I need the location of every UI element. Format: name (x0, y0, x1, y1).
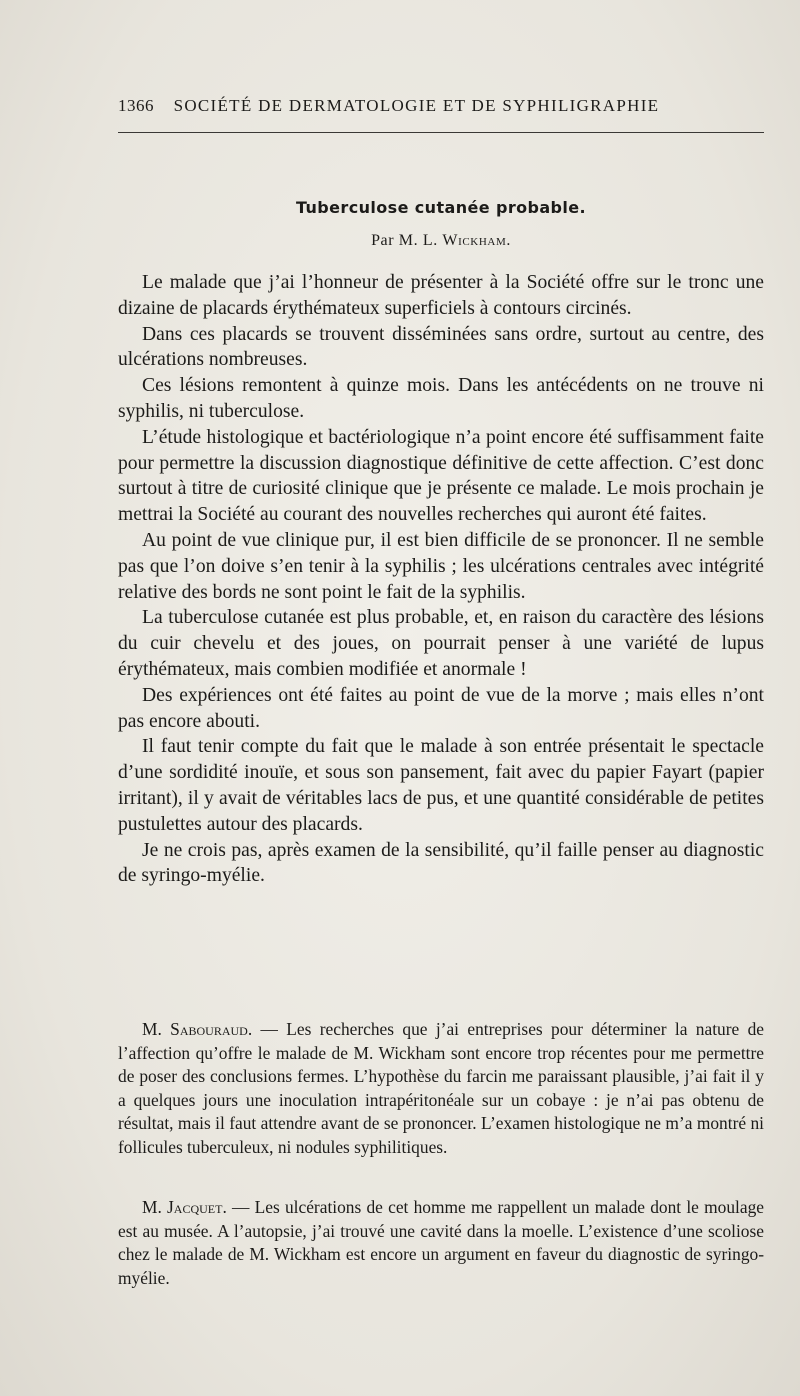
paragraph: Dans ces placards se trouvent disséminées sans ordre, surtout au centre, des ulcérations nombreuses. (118, 323, 764, 371)
paragraph: L’étude histologique et bactériologique n’a point encore été suffisamment faite pour permettre la discussion diagnostique définitive de cette affection. C’est donc surtout à titre de curiosité clinique que je présente ce malade. Le mois prochain je mettrai la Société au courant des nouvelles recherches qui auront été faites. (118, 426, 764, 526)
paragraph: La tuberculose cutanée est plus probable, et, en raison du caractère des lésions du cuir chevelu et des joues, on pourrait penser à une variété de lupus érythémateux, mais combien modifiée et anormale ! (118, 607, 764, 680)
byline-prefix: Par M. L. (371, 232, 438, 249)
discussion-sabouraud (118, 1018, 764, 1160)
discussion-text: — Les ulcérations de cet homme me rappellent un malade dont le moulage est au musée. A l’autopsie, j’ai trouvé une cavité dans la moelle. L’existence d’une scoliose chez le malade de M. Wickham est encore un argument en faveur du diagnostic de syringo-myélie. (118, 1197, 765, 1288)
speaker-name: M. Sabouraud. (142, 1019, 253, 1039)
paragraph: Le malade que j’ai l’honneur de présenter à la Société offre sur le tronc une dizaine de placards érythémateux superficiels à contours circinés. (118, 272, 764, 319)
running-title: SOCIÉTÉ DE DERMATOLOGIE ET DE SYPHILIGRAPHIE (173, 96, 660, 115)
speaker-name: M. Jacquet. (142, 1197, 227, 1217)
page-number: 1366 (118, 96, 154, 115)
discussion-text: — Les recherches que j’ai entreprises pour déterminer la nature de l’affection qu’offre le malade de M. Wickham sont encore trop récentes pour me permettre de poser des conclusions fermes. L’hypothèse du farcin me paraissant plausible, j’ai fait il y a quelques jours une inoculation intrapéritonéale sur un cobaye : je n’ai pas obtenu de résultat, mais il faut attendre avant de se prononcer. L’examen histologique ne m’a montré ni follicules tuberculeux, ni nodules syphilitiques. (118, 1019, 764, 1157)
article-body (118, 270, 764, 889)
paragraph: Il faut tenir compte du fait que le malade à son entrée présentait le spectacle d’une sordidité inouïe, et sous son pansement, fait avec du papier Fayart (papier irritant), il y avait de véritables lacs de pus, et une quantité considérable de petites pustulettes autour des placards. (118, 736, 764, 835)
discussion-paragraph (118, 1196, 764, 1290)
header-rule (118, 132, 764, 133)
paragraph: Au point de vue clinique pur, il est bien difficile de se prononcer. Il ne semble pas que l’on doive s’en tenir à la syphilis ; les ulcérations centrales avec intégrité relative des bords ne sont point le fait de la syphilis. (118, 529, 764, 603)
discussion-paragraph (118, 1018, 764, 1160)
discussion-jacquet (118, 1196, 764, 1290)
paragraph: Des expériences ont été faites au point de vue de la morve ; mais elles n’ont pas encore abouti. (118, 684, 764, 732)
article-title: Tuberculose cutanée probable. (295, 198, 587, 217)
article-byline (118, 232, 764, 250)
paragraph: Je ne crois pas, après examen de la sensibilité, qu’il faille penser au diagnostic de syringo-myélie. (118, 839, 764, 887)
running-header (118, 96, 758, 116)
byline-author: Wickham. (442, 232, 511, 249)
paragraph: Ces lésions remontent à quinze mois. Dans les antécédents on ne trouve ni syphilis, ni tuberculose. (118, 375, 764, 422)
